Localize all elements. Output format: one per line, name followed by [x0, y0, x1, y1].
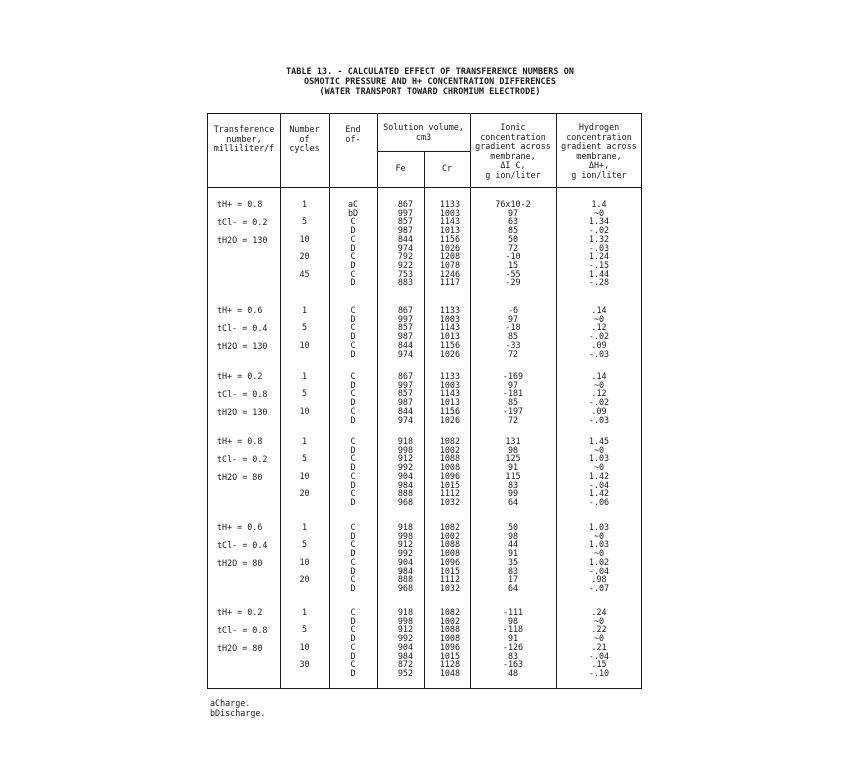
cell-fe: 998: [397, 530, 413, 541]
cell-end: D: [350, 530, 356, 541]
cell-ionic: 83: [507, 479, 519, 490]
cell-ionic: -118: [502, 624, 524, 635]
cell-ionic: -111: [502, 607, 524, 617]
cell-cr: 1088: [439, 624, 460, 635]
cell-cycles: 10: [299, 339, 310, 350]
cell-hydrogen: -.04: [588, 479, 610, 490]
column-rule: [556, 114, 557, 688]
cell-end: C: [350, 251, 356, 262]
cell-hydrogen: -.15: [588, 259, 610, 270]
cell-ionic: 44: [507, 539, 519, 550]
title-line-3: (WATER TRANSPORT TOWARD CHROMIUM ELECTRODE): [319, 86, 541, 96]
cell-cr: 1078: [439, 259, 460, 270]
cell-end: C: [350, 233, 356, 244]
cell-hydrogen: .14: [591, 305, 607, 315]
cell-hydrogen: 1.32: [588, 233, 610, 244]
cell-hydrogen: -.03: [588, 414, 610, 425]
cell-fe: 987: [397, 397, 413, 408]
cell-fe: 844: [397, 339, 413, 350]
cell-hydrogen: 1.42: [588, 470, 610, 481]
cell-ionic: -33: [505, 339, 521, 350]
cell-end: D: [350, 615, 356, 626]
cell-hydrogen: -.10: [588, 667, 610, 678]
cell-end: D: [350, 313, 356, 324]
cell-cr: 1112: [439, 488, 460, 499]
cell-cr: 1133: [439, 305, 460, 315]
cell-cycles: 1: [301, 371, 308, 381]
cell-fe: 912: [397, 539, 413, 550]
cell-fe: 992: [397, 633, 413, 644]
cell-fe: 992: [397, 462, 413, 473]
cell-ionic: 83: [507, 565, 519, 576]
table-title: [230, 66, 630, 96]
cell-transference-label: tH2O = 130: [217, 341, 268, 351]
cell-ionic: 97: [507, 207, 519, 218]
cell-ionic: 85: [507, 397, 519, 408]
cell-cr: 1088: [439, 539, 460, 550]
cell-cycles: 1: [301, 436, 308, 446]
cell-hydrogen: 1.34: [588, 216, 610, 227]
cell-ionic: 72: [507, 242, 519, 253]
cell-hydrogen: .22: [591, 624, 607, 635]
cell-hydrogen: ~0: [593, 444, 605, 455]
header-end: End of-: [345, 124, 361, 144]
cell-fe: 918: [397, 436, 413, 446]
cell-transference-label: tH2O = 80: [217, 558, 263, 568]
cell-cr: 1156: [439, 339, 460, 350]
cell-cycles: 5: [301, 453, 308, 464]
cell-fe: 912: [397, 624, 413, 635]
cell-fe: 918: [397, 522, 413, 532]
cell-end: bD: [347, 207, 359, 218]
cell-ionic: 125: [505, 453, 521, 464]
cell-cr: 1156: [439, 233, 460, 244]
cell-hydrogen: .09: [591, 339, 607, 350]
cell-transference-label: tCl- = 0.8: [217, 625, 268, 635]
cell-ionic: 98: [507, 444, 519, 455]
cell-ionic: 99: [507, 488, 519, 499]
cell-fe: 912: [397, 453, 413, 464]
cell-ionic: 98: [507, 530, 519, 541]
cell-ionic: 97: [507, 379, 519, 390]
cell-fe: 987: [397, 331, 413, 342]
cell-cr: 1143: [439, 388, 460, 399]
cell-fe: 992: [397, 548, 413, 559]
cell-fe: 857: [397, 388, 413, 399]
cell-fe: 968: [397, 496, 413, 507]
cell-hydrogen: -.07: [588, 582, 610, 593]
cell-ionic: -6: [507, 305, 519, 315]
cell-fe: 904: [397, 470, 413, 481]
cell-cycles: 20: [299, 574, 310, 585]
cell-fe: 998: [397, 615, 413, 626]
cell-end: C: [350, 216, 356, 227]
cell-end: C: [350, 470, 356, 481]
header-ionic: Ionic concentration gradient across membrane, ΔI C, g ion/liter: [475, 122, 551, 180]
cell-fe: 753: [397, 268, 413, 279]
cell-hydrogen: ~0: [593, 207, 605, 218]
cell-cr: 1208: [439, 251, 460, 262]
footnote-discharge: bDischarge.: [210, 708, 266, 718]
cell-fe: 997: [397, 379, 413, 390]
footnote-charge: aCharge.: [210, 698, 251, 708]
cell-hydrogen: 1.03: [588, 522, 610, 532]
cell-cycles: 30: [299, 659, 310, 670]
cell-end: C: [350, 268, 356, 279]
cell-end: D: [350, 397, 356, 408]
cell-end: D: [350, 462, 356, 473]
cell-ionic: 72: [507, 348, 519, 359]
cell-cr: 1015: [439, 479, 460, 490]
cell-cycles: 1: [301, 199, 308, 209]
cell-hydrogen: 1.03: [588, 453, 610, 464]
cell-ionic: 17: [507, 574, 519, 585]
cell-ionic: 48: [507, 667, 519, 678]
cell-end: D: [350, 259, 356, 270]
cell-ionic: 50: [507, 522, 519, 532]
cell-hydrogen: .09: [591, 405, 607, 416]
cell-cr: 1008: [439, 633, 460, 644]
cell-fe: 867: [397, 305, 413, 315]
cell-ionic: 63: [507, 216, 519, 227]
cell-cr: 1117: [439, 277, 460, 288]
cell-ionic: 91: [507, 633, 519, 644]
header-bottom-rule: [208, 187, 641, 188]
header-sub-rule: [377, 151, 470, 152]
cell-hydrogen: 1.24: [588, 251, 610, 262]
cell-cr: 1128: [439, 659, 460, 670]
cell-cr: 1008: [439, 548, 460, 559]
cell-fe: 922: [397, 259, 413, 270]
cell-fe: 872: [397, 659, 413, 670]
cell-ionic: -197: [502, 405, 524, 416]
cell-transference-label: tCl- = 0.2: [217, 217, 268, 227]
cell-cr: 1026: [439, 414, 460, 425]
cell-end: C: [350, 305, 356, 315]
cell-hydrogen: -.04: [588, 650, 610, 661]
cell-end: aC: [347, 199, 359, 209]
cell-transference-label: tH+ = 0.6: [217, 305, 263, 315]
cell-cr: 1082: [439, 436, 460, 446]
cell-ionic: 98: [507, 615, 519, 626]
cell-fe: 867: [397, 199, 413, 209]
cell-cr: 1032: [439, 582, 460, 593]
cell-hydrogen: 1.02: [588, 556, 610, 567]
cell-hydrogen: ~0: [593, 615, 605, 626]
cell-cycles: 5: [301, 388, 308, 399]
cell-cr: 1096: [439, 641, 460, 652]
cell-transference-label: tH+ = 0.8: [217, 199, 263, 209]
cell-fe: 987: [397, 225, 413, 236]
cell-end: C: [350, 388, 356, 399]
cell-fe: 857: [397, 216, 413, 227]
cell-transference-label: tH2O = 80: [217, 643, 263, 653]
cell-end: D: [350, 444, 356, 455]
cell-end: D: [350, 650, 356, 661]
cell-ionic: 64: [507, 582, 519, 593]
cell-fe: 904: [397, 641, 413, 652]
cell-end: D: [350, 548, 356, 559]
cell-cr: 1013: [439, 397, 460, 408]
cell-transference-label: tH2O = 130: [217, 235, 268, 245]
cell-ionic: 64: [507, 496, 519, 507]
cell-cr: 1088: [439, 453, 460, 464]
cell-end: D: [350, 379, 356, 390]
cell-cycles: 10: [299, 470, 310, 481]
cell-fe: 918: [397, 607, 413, 617]
cell-cr: 1246: [439, 268, 460, 279]
cell-end: C: [350, 659, 356, 670]
cell-cr: 1096: [439, 556, 460, 567]
cell-cr: 1032: [439, 496, 460, 507]
cell-ionic: 97: [507, 313, 519, 324]
cell-fe: 998: [397, 444, 413, 455]
cell-cr: 1015: [439, 650, 460, 661]
cell-hydrogen: ~0: [593, 379, 605, 390]
header-fe: Fe: [395, 163, 406, 173]
cell-end: D: [350, 633, 356, 644]
cell-cycles: 5: [301, 624, 308, 635]
cell-fe: 984: [397, 479, 413, 490]
cell-end: C: [350, 405, 356, 416]
cell-transference-label: tCl- = 0.4: [217, 323, 268, 333]
cell-end: C: [350, 322, 356, 333]
cell-ionic: 91: [507, 548, 519, 559]
cell-cr: 1015: [439, 565, 460, 576]
cell-ionic: -18: [505, 322, 521, 333]
cell-transference-label: tH+ = 0.8: [217, 436, 263, 446]
cell-fe: 844: [397, 233, 413, 244]
cell-hydrogen: 1.44: [588, 268, 610, 279]
cell-cycles: 10: [299, 233, 310, 244]
cell-ionic: -55: [505, 268, 521, 279]
cell-hydrogen: .15: [591, 659, 607, 670]
cell-end: C: [350, 522, 356, 532]
footnotes: [210, 698, 265, 718]
cell-end: C: [350, 624, 356, 635]
cell-hydrogen: .12: [591, 388, 607, 399]
cell-end: D: [350, 496, 356, 507]
cell-ionic: -126: [502, 641, 524, 652]
cell-end: C: [350, 436, 356, 446]
header-hydrogen: Hydrogen concentration gradient across membrane, ΔH+, g ion/liter: [561, 122, 637, 180]
cell-hydrogen: -.03: [588, 242, 610, 253]
cell-ionic: 131: [505, 436, 521, 446]
cell-end: D: [350, 414, 356, 425]
cell-fe: 984: [397, 565, 413, 576]
cell-fe: 968: [397, 582, 413, 593]
cell-end: C: [350, 488, 356, 499]
cell-hydrogen: -.06: [588, 496, 610, 507]
cell-hydrogen: ~0: [593, 530, 605, 541]
cell-cycles: 10: [299, 556, 310, 567]
cell-cr: 1026: [439, 242, 460, 253]
cell-cycles: 20: [299, 488, 310, 499]
cell-end: C: [350, 607, 356, 617]
cell-transference-label: tH+ = 0.2: [217, 607, 263, 617]
cell-cr: 1013: [439, 225, 460, 236]
header-solution-volume: Solution volume, cm3: [383, 122, 464, 142]
cell-end: D: [350, 277, 356, 288]
cell-ionic: -163: [502, 659, 524, 670]
cell-cycles: 1: [301, 305, 308, 315]
cell-ionic: -181: [502, 388, 524, 399]
cell-cycles: 45: [299, 268, 310, 279]
cell-end: C: [350, 339, 356, 350]
cell-transference-label: tH+ = 0.2: [217, 371, 263, 381]
cell-hydrogen: -.03: [588, 348, 610, 359]
cell-cr: 1082: [439, 522, 460, 532]
cell-hydrogen: .21: [591, 641, 607, 652]
cell-ionic: 76x10-2: [495, 199, 531, 209]
title-line-1: TABLE 13. - CALCULATED EFFECT OF TRANSFERENCE NUMBERS ON: [286, 66, 574, 76]
cell-cycles: 5: [301, 539, 308, 550]
cell-hydrogen: .14: [591, 371, 607, 381]
header-cycles: Number of cycles: [289, 124, 320, 153]
cell-end: D: [350, 479, 356, 490]
cell-cr: 1002: [439, 530, 460, 541]
cell-fe: 792: [397, 251, 413, 262]
cell-cr: 1143: [439, 216, 460, 227]
cell-fe: 974: [397, 414, 413, 425]
cell-fe: 844: [397, 405, 413, 416]
cell-end: C: [350, 574, 356, 585]
cell-end: D: [350, 331, 356, 342]
cell-end: C: [350, 371, 356, 381]
cell-hydrogen: -.04: [588, 565, 610, 576]
cell-cr: 1003: [439, 207, 460, 218]
cell-cr: 1156: [439, 405, 460, 416]
cell-fe: 974: [397, 348, 413, 359]
cell-hydrogen: 1.03: [588, 539, 610, 550]
cell-cr: 1112: [439, 574, 460, 585]
cell-ionic: 72: [507, 414, 519, 425]
cell-fe: 997: [397, 313, 413, 324]
cell-end: C: [350, 641, 356, 652]
cell-fe: 883: [397, 277, 413, 288]
cell-end: D: [350, 667, 356, 678]
cell-cr: 1003: [439, 379, 460, 390]
cell-fe: 984: [397, 650, 413, 661]
header-cr: Cr: [441, 163, 453, 173]
cell-transference-label: tCl- = 0.8: [217, 389, 268, 399]
cell-end: D: [350, 348, 356, 359]
cell-ionic: -10: [505, 251, 521, 262]
cell-hydrogen: ~0: [593, 462, 605, 473]
cell-transference-label: tH2O = 130: [217, 407, 268, 417]
cell-fe: 952: [397, 667, 413, 678]
cell-cr: 1133: [439, 371, 460, 381]
cell-hydrogen: -.02: [588, 397, 610, 408]
cell-hydrogen: 1.4: [591, 199, 607, 209]
cell-hydrogen: .24: [591, 607, 607, 617]
cell-ionic: -169: [502, 371, 524, 381]
cell-end: D: [350, 242, 356, 253]
cell-ionic: 91: [507, 462, 519, 473]
cell-ionic: 85: [507, 225, 519, 236]
cell-cycles: 10: [299, 405, 310, 416]
cell-ionic: 35: [507, 556, 519, 567]
cell-hydrogen: ~0: [593, 548, 605, 559]
cell-hydrogen: -.02: [588, 331, 610, 342]
cell-cr: 1008: [439, 462, 460, 473]
cell-transference-label: tCl- = 0.2: [217, 454, 268, 464]
cell-hydrogen: .98: [591, 574, 607, 585]
cell-cycles: 20: [299, 251, 310, 262]
cell-cr: 1026: [439, 348, 460, 359]
cell-fe: 888: [397, 488, 413, 499]
data-table: [207, 113, 642, 689]
cell-cycles: 5: [301, 216, 308, 227]
cell-fe: 997: [397, 207, 413, 218]
cell-fe: 867: [397, 371, 413, 381]
cell-fe: 888: [397, 574, 413, 585]
cell-hydrogen: 1.45: [588, 436, 610, 446]
header-transference: Transference number, milliliter/f: [213, 124, 275, 153]
cell-hydrogen: ~0: [593, 633, 605, 644]
cell-end: C: [350, 556, 356, 567]
cell-hydrogen: -.02: [588, 225, 610, 236]
cell-ionic: 115: [505, 470, 521, 481]
cell-hydrogen: 1.42: [588, 488, 610, 499]
cell-cr: 1143: [439, 322, 460, 333]
cell-fe: 974: [397, 242, 413, 253]
cell-transference-label: tH2O = 80: [217, 472, 263, 482]
cell-cr: 1013: [439, 331, 460, 342]
cell-cr: 1082: [439, 607, 460, 617]
cell-cr: 1003: [439, 313, 460, 324]
cell-hydrogen: .12: [591, 322, 607, 333]
cell-cr: 1002: [439, 615, 460, 626]
cell-hydrogen: ~0: [593, 313, 605, 324]
cell-end: C: [350, 453, 356, 464]
cell-ionic: 50: [507, 233, 519, 244]
cell-transference-label: tH+ = 0.6: [217, 522, 263, 532]
cell-cr: 1096: [439, 470, 460, 481]
cell-cycles: 1: [301, 522, 308, 532]
cell-end: C: [350, 539, 356, 550]
cell-fe: 904: [397, 556, 413, 567]
cell-cr: 1133: [439, 199, 460, 209]
cell-cycles: 5: [301, 322, 308, 333]
cell-ionic: -29: [505, 277, 521, 288]
cell-cr: 1048: [439, 667, 460, 678]
cell-ionic: 85: [507, 331, 519, 342]
cell-end: D: [350, 565, 356, 576]
title-line-2: OSMOTIC PRESSURE AND H+ CONCENTRATION DIFFERENCES: [304, 76, 556, 86]
cell-hydrogen: -.28: [588, 277, 610, 288]
cell-end: D: [350, 582, 356, 593]
cell-cycles: 10: [299, 641, 310, 652]
cell-fe: 857: [397, 322, 413, 333]
cell-ionic: 83: [507, 650, 519, 661]
cell-cr: 1002: [439, 444, 460, 455]
cell-cycles: 1: [301, 607, 308, 617]
cell-end: D: [350, 225, 356, 236]
cell-transference-label: tCl- = 0.4: [217, 540, 268, 550]
cell-ionic: 15: [507, 259, 519, 270]
